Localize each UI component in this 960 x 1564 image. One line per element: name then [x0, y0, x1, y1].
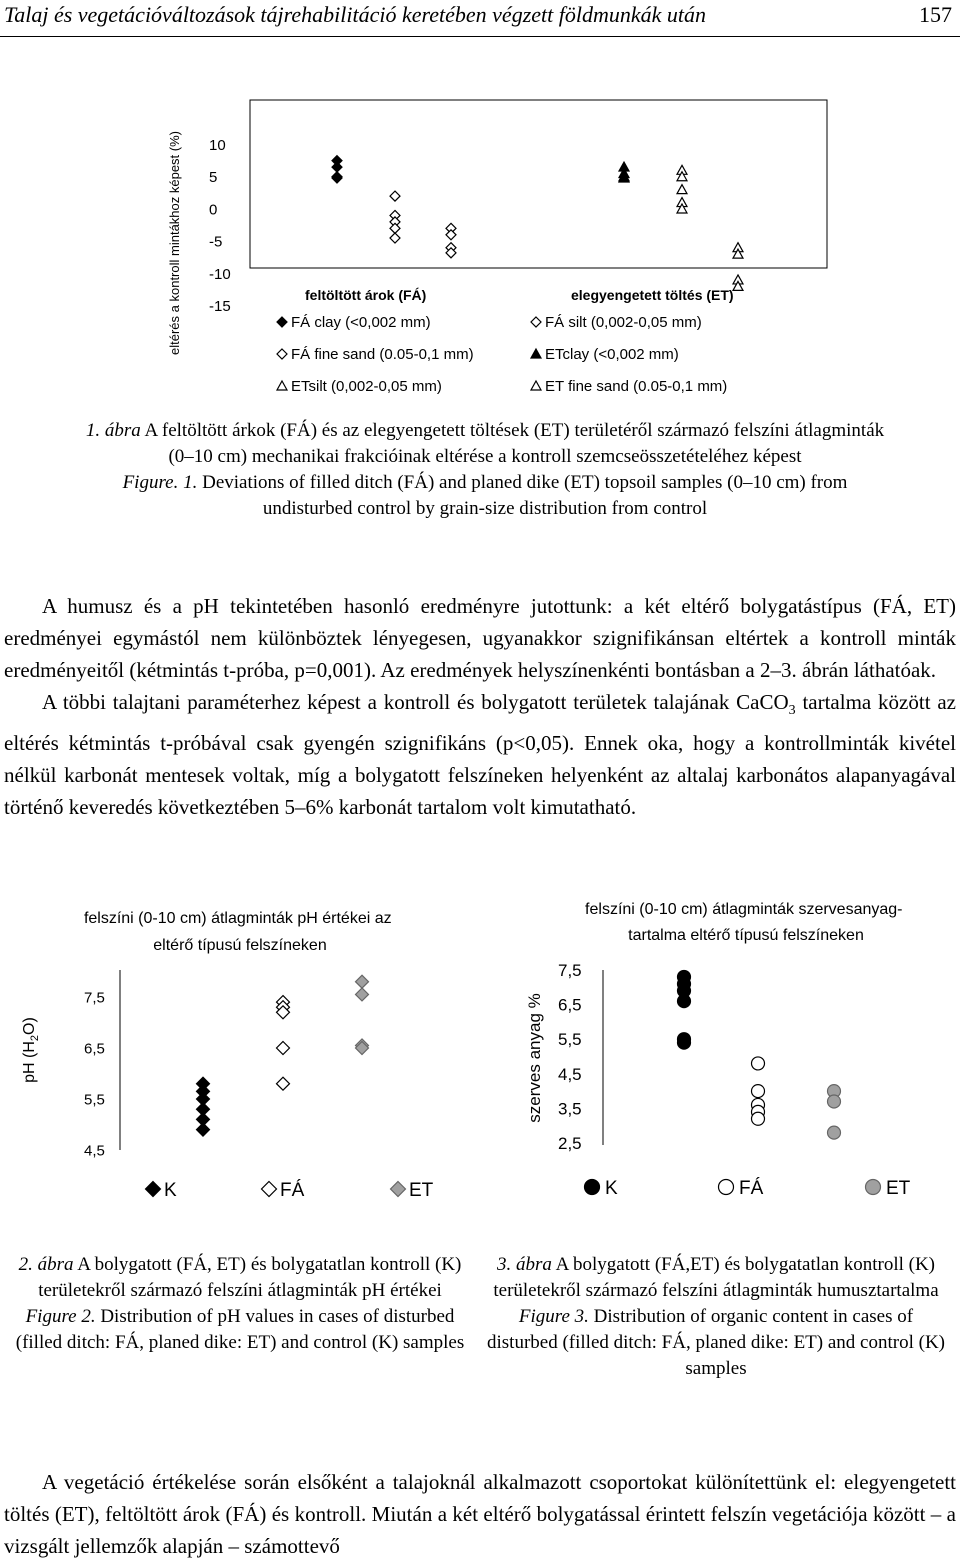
fig3-data-point	[678, 995, 691, 1008]
fig2-legend-label: ET	[409, 1180, 434, 1201]
fig1-y-tick-label: -10	[209, 265, 231, 283]
body-text-2	[4, 1466, 956, 1562]
header-rule	[0, 36, 960, 37]
fig2-y-tick-label: 6,5	[84, 1040, 105, 1058]
fig1-y-tick-label: 0	[209, 201, 218, 219]
fig3-y-tick-label: 4,5	[558, 1064, 582, 1084]
fig2-y-tick-label: 4,5	[84, 1142, 105, 1160]
fig1-legend-marker	[277, 317, 287, 327]
figure-3-caption	[486, 1252, 946, 1382]
fig1-y-tick-label: -15	[209, 298, 231, 315]
fig2-data-point	[277, 1077, 290, 1090]
fig3-y-tick-label: 2,5	[558, 1133, 582, 1153]
fig2-caption-hu: 2. ábra A bolygatott (FÁ, ET) és bolygatatlan kontroll (K) területekről származó felszíni átlagminták pH értékei	[18, 1254, 462, 1301]
fig3-legend-label: K	[605, 1178, 618, 1199]
fig3-caption-en: Figure 3. Distribution of organic content in cases of disturbed (filled ditch: FÁ, planed dike: ET) and control (K) samples	[487, 1306, 945, 1379]
fig1-y-tick-label: 5	[209, 169, 218, 186]
fig1-plot-area	[250, 100, 827, 268]
fig1-legend-marker	[531, 317, 541, 327]
fig2-title: felszíni (0-10 cm) átlagminták pH értékei az eltérő típusú felszíneken	[83, 910, 392, 954]
fig1-legend-label: ETsilt (0,002-0,05 mm)	[291, 378, 442, 395]
fig3-y-tick-label: 5,5	[558, 1030, 582, 1050]
fig1-y-tick-label: 10	[209, 136, 226, 154]
fig3-y-tick-label: 3,5	[558, 1099, 582, 1119]
fig2-y-tick-label: 5,5	[84, 1091, 105, 1109]
figure-2-caption	[10, 1252, 470, 1356]
fig1-y-axis-label: eltérés a kontroll mintákhoz képest (%)	[167, 131, 182, 355]
fig1-legend-label: FÁ fine sand (0.05-0,1 mm)	[291, 346, 474, 363]
fig3-title: felszíni (0-10 cm) átlagminták szervesanyag- tartalma eltérő típusú felszíneken	[585, 901, 903, 944]
fig3-data-point	[828, 1126, 841, 1139]
fig1-data-point	[332, 162, 342, 172]
fig2-legend-marker	[262, 1182, 277, 1197]
fig1-data-point	[446, 230, 456, 240]
fig1-legend-heading-left: feltöltött árok (FÁ)	[305, 287, 427, 303]
fig3-data-point	[678, 1036, 691, 1049]
page-number: 157	[919, 2, 952, 27]
fig3-legend-marker	[585, 1180, 600, 1195]
fig3-legend-label: FÁ	[739, 1178, 764, 1199]
fig1-legend-label: FÁ clay (<0,002 mm)	[291, 314, 431, 331]
fig3-data-point	[752, 1112, 765, 1125]
fig1-legend-marker	[531, 349, 541, 358]
fig2-legend-marker	[146, 1182, 161, 1197]
fig2-legend-label: K	[164, 1180, 177, 1201]
paragraph-3: A vegetáció értékelése során elsőként a talajoknál alkalmazott csoportokat különítettünk el: elegyengetett töltés (ET), feltöltött árok (FÁ) és kontroll. Miután a két eltérő bolygatással érintett felszín vegetációja között – a vizsgált jellemzők alapján – számottevő	[4, 1470, 956, 1558]
fig2-legend-marker	[391, 1182, 406, 1197]
fig3-data-point	[752, 1057, 765, 1070]
fig1-legend-marker	[277, 349, 287, 359]
fig2-data-point	[356, 988, 369, 1001]
fig2-caption-en: Figure 2. Distribution of pH values in cases of disturbed (filled ditch: FÁ, planed dike: ET) and control (K) samples	[15, 1306, 465, 1353]
figure-2-chart	[0, 895, 470, 1215]
fig1-data-point	[390, 233, 400, 243]
fig1-legend-label: FÁ silt (0,002-0,05 mm)	[545, 314, 702, 331]
body-text-1	[4, 590, 956, 823]
fig3-data-point	[752, 1085, 765, 1098]
fig1-legend-marker	[277, 381, 287, 390]
figure-3-chart	[480, 890, 960, 1215]
fig2-data-point	[197, 1123, 210, 1136]
fig1-data-point	[677, 185, 687, 194]
running-header: Talaj és vegetációváltozások tájrehabilitáció keretében végzett földmunkák után	[4, 2, 707, 27]
fig2-y-tick-label: 7,5	[84, 989, 105, 1007]
fig3-y-tick-label: 7,5	[558, 960, 582, 980]
fig2-legend-label: FÁ	[280, 1180, 305, 1201]
fig3-legend-marker	[719, 1180, 734, 1195]
fig2-data-point	[356, 975, 369, 988]
fig1-y-tick-label: -5	[209, 233, 223, 251]
fig2-y-axis-label: pH $(H_2O)$	[21, 1017, 41, 1083]
fig1-caption-en: Figure. 1. Deviations of filled ditch (FÁ) and planed dike (ET) topsoil samples (0–10 cm) from undisturbed control by grain-size distribution from control	[122, 472, 848, 519]
paragraph-2: A többi talajtani paraméterhez képest a kontroll és bolygatott területek talajának CaCO$_3$ tartalma között az eltérés kétmintás t-próbával csak gyengén szignifikáns (p<0,05). Ennek oka, hogy a kontrollminták kivétel nélkül karbonát mentesek voltak, míg a bolygatott felszíneken helyenként az altalaj karbonátos alapanyagával történő keveredés következtében 5–6% karbonát tartalom volt kimutatható.	[4, 690, 956, 820]
fig1-data-point	[390, 191, 400, 201]
figure-1-chart	[0, 40, 960, 410]
fig3-y-axis-label: szerves anyag %	[525, 993, 544, 1123]
fig3-legend-label: ET	[886, 1178, 911, 1199]
fig3-data-point	[828, 1095, 841, 1108]
fig1-data-point	[390, 223, 400, 233]
fig1-legend-label: ETclay (<0,002 mm)	[545, 346, 679, 363]
fig3-legend-marker	[866, 1180, 881, 1195]
fig3-caption-hu: 3. ábra A bolygatott (FÁ,ET) és bolygatatlan kontroll (K) területekről származó felszíni átlagminták humusztartalma	[493, 1254, 939, 1301]
fig1-legend-marker	[531, 381, 541, 390]
fig1-caption-hu: 1. ábra A feltöltött árkok (FÁ) és az elegyengetett töltések (ET) területéről származó felszíni átlagminták (0–10 cm) mechanikai frakcióinak eltérése a kontroll szemcseösszetételéhez képest	[85, 420, 885, 467]
fig2-data-point	[277, 1042, 290, 1055]
fig3-y-tick-label: 6,5	[558, 995, 582, 1015]
fig1-legend-heading-right: elegyengetett töltés (ET)	[571, 287, 734, 303]
fig1-legend-label: ET fine sand (0.05-0,1 mm)	[545, 378, 728, 395]
figure-1-caption	[80, 418, 890, 522]
paragraph-1: A humusz és a pH tekintetében hasonló eredményre jutottunk: a két eltérő bolygatástípus (FÁ, ET) eredményei egymástól nem különböztek lényegesen, ugyanakkor szignifikánsan eltértek a kontroll minták eredményeitől (kétmintás t-próba, p=0,001). Az eredmények helyszínenkénti bontásban a 2–3. ábrán láthatóak.	[4, 594, 956, 682]
